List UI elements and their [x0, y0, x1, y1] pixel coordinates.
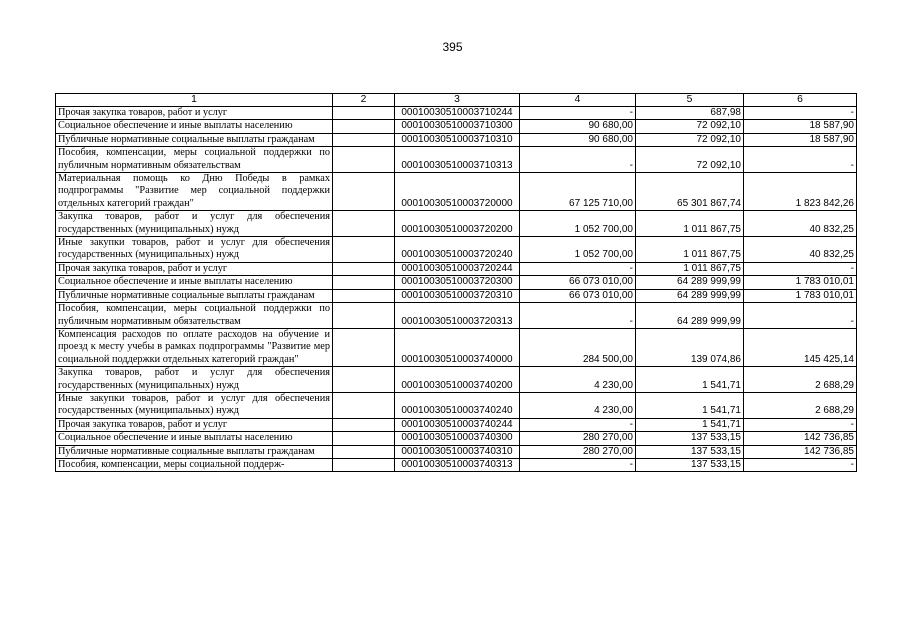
- budget-code: 00010030510003740200: [395, 367, 520, 393]
- executed-amount: 64 289 999,99: [636, 276, 744, 289]
- executed-amount: 137 533,15: [636, 432, 744, 445]
- budget-code: 00010030510003710244: [395, 107, 520, 120]
- row-description: Материальная помощь ко Дню Победы в рамках подпрограммы "Развитие мер социальной поддержки отдельных категорий граждан": [56, 173, 333, 211]
- row-description: Закупка товаров, работ и услуг для обеспечения государственных (муниципальных) нужд: [56, 367, 333, 393]
- column-header: 1: [56, 94, 333, 107]
- row-col2: [333, 458, 395, 471]
- unexecuted-amount: 142 736,85: [744, 445, 857, 458]
- approved-amount: -: [520, 418, 636, 431]
- executed-amount: 64 289 999,99: [636, 303, 744, 329]
- unexecuted-amount: 2 688,29: [744, 367, 857, 393]
- unexecuted-amount: 40 832,25: [744, 237, 857, 263]
- budget-code: 00010030510003720240: [395, 237, 520, 263]
- row-description: Социальное обеспечение и иные выплаты населению: [56, 276, 333, 289]
- budget-execution-table: [55, 93, 857, 472]
- unexecuted-amount: 1 783 010,01: [744, 276, 857, 289]
- column-header: 4: [520, 94, 636, 107]
- approved-amount: 1 052 700,00: [520, 211, 636, 237]
- column-header: 6: [744, 94, 857, 107]
- executed-amount: 1 541,71: [636, 418, 744, 431]
- row-col2: [333, 133, 395, 146]
- row-description: Публичные нормативные социальные выплаты гражданам: [56, 289, 333, 302]
- row-description: Пособия, компенсации, меры социальной поддержки по публичным нормативным обязательствам: [56, 147, 333, 173]
- row-description: Закупка товаров, работ и услуг для обеспечения государственных (муниципальных) нужд: [56, 211, 333, 237]
- table-row: [56, 173, 857, 211]
- unexecuted-amount: 1 783 010,01: [744, 289, 857, 302]
- budget-code: 00010030510003710300: [395, 120, 520, 133]
- executed-amount: 139 074,86: [636, 328, 744, 366]
- column-header: 2: [333, 94, 395, 107]
- approved-amount: 280 270,00: [520, 445, 636, 458]
- row-col2: [333, 173, 395, 211]
- executed-amount: 72 092,10: [636, 133, 744, 146]
- table-row: [56, 303, 857, 329]
- unexecuted-amount: 142 736,85: [744, 432, 857, 445]
- unexecuted-amount: 2 688,29: [744, 392, 857, 418]
- unexecuted-amount: -: [744, 458, 857, 471]
- budget-code: 00010030510003720300: [395, 276, 520, 289]
- row-description: Пособия, компенсации, меры социальной поддержки по публичным нормативным обязательствам: [56, 303, 333, 329]
- row-description: Социальное обеспечение и иные выплаты населению: [56, 120, 333, 133]
- table-row: [56, 262, 857, 275]
- unexecuted-amount: -: [744, 107, 857, 120]
- row-col2: [333, 262, 395, 275]
- unexecuted-amount: -: [744, 303, 857, 329]
- row-col2: [333, 276, 395, 289]
- approved-amount: 66 073 010,00: [520, 289, 636, 302]
- budget-code: 00010030510003720000: [395, 173, 520, 211]
- row-col2: [333, 147, 395, 173]
- unexecuted-amount: 18 587,90: [744, 133, 857, 146]
- row-col2: [333, 303, 395, 329]
- table-row: [56, 147, 857, 173]
- budget-code: 00010030510003720200: [395, 211, 520, 237]
- executed-amount: 1 541,71: [636, 367, 744, 393]
- table-row: [56, 458, 857, 471]
- row-description: Публичные нормативные социальные выплаты гражданам: [56, 133, 333, 146]
- budget-code: 00010030510003720310: [395, 289, 520, 302]
- column-header: 3: [395, 94, 520, 107]
- page-number: 395: [442, 40, 463, 54]
- budget-code: 00010030510003740300: [395, 432, 520, 445]
- column-header: 5: [636, 94, 744, 107]
- budget-code: 00010030510003710313: [395, 147, 520, 173]
- approved-amount: 280 270,00: [520, 432, 636, 445]
- budget-code: 00010030510003710310: [395, 133, 520, 146]
- executed-amount: 64 289 999,99: [636, 289, 744, 302]
- unexecuted-amount: 40 832,25: [744, 211, 857, 237]
- row-description: Иные закупки товаров, работ и услуг для обеспечения государственных (муниципальных) нужд: [56, 392, 333, 418]
- row-col2: [333, 237, 395, 263]
- executed-amount: 72 092,10: [636, 120, 744, 133]
- approved-amount: 67 125 710,00: [520, 173, 636, 211]
- budget-code: 00010030510003740240: [395, 392, 520, 418]
- executed-amount: 137 533,15: [636, 458, 744, 471]
- approved-amount: 90 680,00: [520, 133, 636, 146]
- table-row: [56, 392, 857, 418]
- row-description: Социальное обеспечение и иные выплаты населению: [56, 432, 333, 445]
- header-row: [56, 94, 857, 107]
- budget-code: 00010030510003740310: [395, 445, 520, 458]
- row-col2: [333, 328, 395, 366]
- unexecuted-amount: -: [744, 262, 857, 275]
- table-row: [56, 120, 857, 133]
- approved-amount: -: [520, 107, 636, 120]
- table-row: [56, 367, 857, 393]
- approved-amount: -: [520, 303, 636, 329]
- unexecuted-amount: 1 823 842,26: [744, 173, 857, 211]
- budget-code: 00010030510003740313: [395, 458, 520, 471]
- approved-amount: -: [520, 458, 636, 471]
- approved-amount: -: [520, 147, 636, 173]
- approved-amount: -: [520, 262, 636, 275]
- budget-code: 00010030510003740244: [395, 418, 520, 431]
- executed-amount: 1 011 867,75: [636, 262, 744, 275]
- table-row: [56, 418, 857, 431]
- row-col2: [333, 418, 395, 431]
- approved-amount: 1 052 700,00: [520, 237, 636, 263]
- row-description: Прочая закупка товаров, работ и услуг: [56, 418, 333, 431]
- table-row: [56, 107, 857, 120]
- approved-amount: 4 230,00: [520, 367, 636, 393]
- unexecuted-amount: 145 425,14: [744, 328, 857, 366]
- row-col2: [333, 392, 395, 418]
- table-body: [56, 107, 857, 472]
- row-description: Прочая закупка товаров, работ и услуг: [56, 107, 333, 120]
- approved-amount: 90 680,00: [520, 120, 636, 133]
- table-row: [56, 445, 857, 458]
- row-col2: [333, 289, 395, 302]
- table-row: [56, 237, 857, 263]
- executed-amount: 1 541,71: [636, 392, 744, 418]
- unexecuted-amount: -: [744, 147, 857, 173]
- executed-amount: 137 533,15: [636, 445, 744, 458]
- unexecuted-amount: 18 587,90: [744, 120, 857, 133]
- budget-code: 00010030510003720313: [395, 303, 520, 329]
- row-col2: [333, 211, 395, 237]
- table-row: [56, 289, 857, 302]
- executed-amount: 65 301 867,74: [636, 173, 744, 211]
- executed-amount: 1 011 867,75: [636, 237, 744, 263]
- row-description: Компенсация расходов по оплате расходов на обучение и проезд к месту учебы в рамках подпрограммы "Развитие мер социальной поддержки отдельных категорий граждан": [56, 328, 333, 366]
- table-row: [56, 328, 857, 366]
- table-row: [56, 432, 857, 445]
- unexecuted-amount: -: [744, 418, 857, 431]
- executed-amount: 72 092,10: [636, 147, 744, 173]
- row-description: Прочая закупка товаров, работ и услуг: [56, 262, 333, 275]
- table-row: [56, 211, 857, 237]
- table-row: [56, 133, 857, 146]
- row-col2: [333, 445, 395, 458]
- row-description: Иные закупки товаров, работ и услуг для обеспечения государственных (муниципальных) нужд: [56, 237, 333, 263]
- row-description: Пособия, компенсации, меры социальной поддерж-: [56, 458, 333, 471]
- budget-code: 00010030510003740000: [395, 328, 520, 366]
- approved-amount: 284 500,00: [520, 328, 636, 366]
- budget-code: 00010030510003720244: [395, 262, 520, 275]
- row-col2: [333, 107, 395, 120]
- executed-amount: 1 011 867,75: [636, 211, 744, 237]
- executed-amount: 687,98: [636, 107, 744, 120]
- row-col2: [333, 432, 395, 445]
- row-col2: [333, 120, 395, 133]
- row-description: Публичные нормативные социальные выплаты гражданам: [56, 445, 333, 458]
- approved-amount: 4 230,00: [520, 392, 636, 418]
- approved-amount: 66 073 010,00: [520, 276, 636, 289]
- table-row: [56, 276, 857, 289]
- row-col2: [333, 367, 395, 393]
